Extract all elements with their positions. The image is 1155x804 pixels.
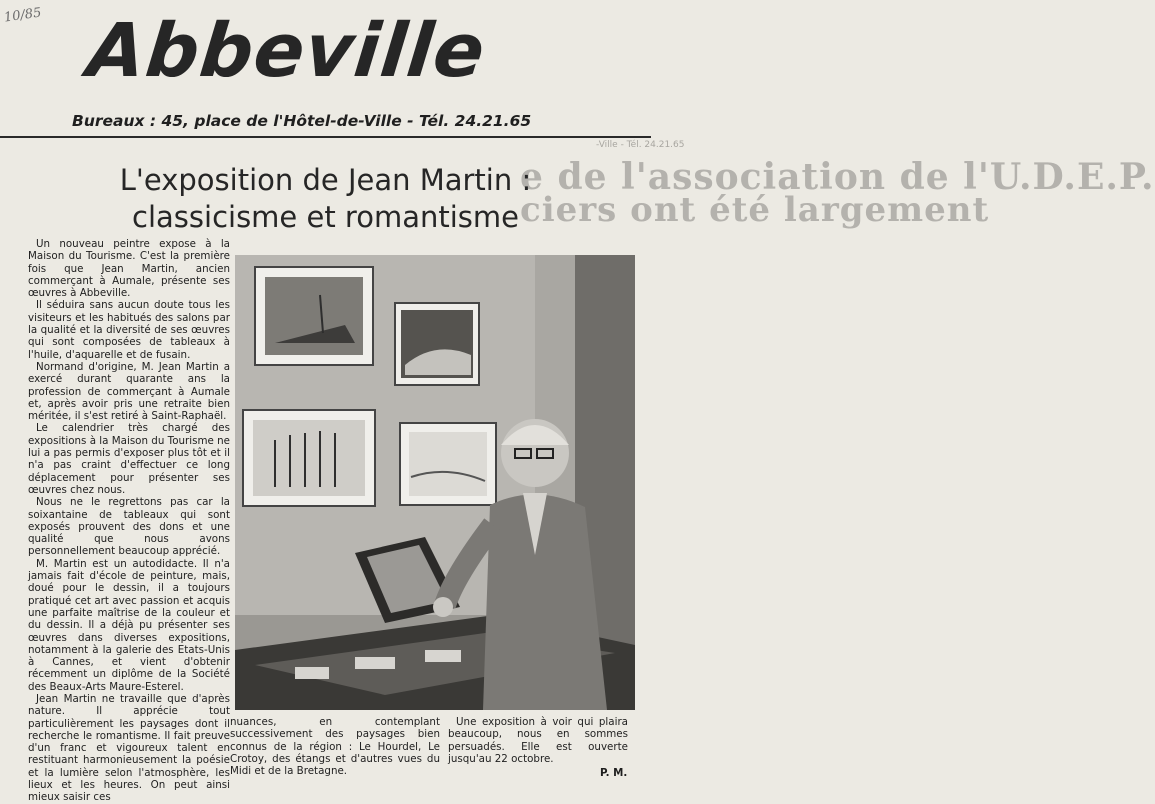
- article-paragraph: Jean Martin ne travaille que d'après nature. Il apprécie tout particulièrement les paysages dont il recherche le romantisme. Il fait preuve d'un franc et vigoureux talent en restituant harmonieusement la poésie et la lumière selon l'atmosphère, les lieux et les heures. On peut ainsi mieux saisir ces: [28, 692, 230, 804]
- article-paragraph: Normand d'origine, M. Jean Martin a exercé durant quarante ans la profession de commerçant à Aumale et, après avoir pris une retraite bien méritée, il s'est retiré à Saint-Raphaël.: [28, 360, 230, 423]
- painting-landscape: [395, 303, 479, 385]
- article-paragraph: Il séduira sans aucun doute tous les visiteurs et les habitués des salons par la qualité et la diversité de ses œuvres qui sont composées de tableaux à l'huile, d'aquarelle et de fusain.: [28, 299, 230, 361]
- author-signature: P. M.: [600, 767, 628, 779]
- article-paragraph: Le calendrier très chargé des expositions à la Maison du Tourisme ne lui a pas permis d'exposer plus tôt et il n'a pas craint d'effectuer ce long déplacement pour présenter ses œuvres chez nous.: [28, 422, 230, 496]
- adjacent-clipping-small-line: -Ville - Tél. 24.21.65: [596, 140, 685, 150]
- headline-line-1: L'exposition de Jean Martin :: [119, 163, 532, 197]
- headline-line-2: classicisme et romantisme: [132, 200, 519, 234]
- office-address: Bureaux : 45, place de l'Hôtel-de-Ville - Tél. 24.21.65: [72, 112, 532, 130]
- article-headline: [0, 162, 651, 236]
- article-paragraph: M. Martin est un autodidacte. Il n'a jamais fait d'école de peinture, mais, doué pour le dessin, il a toujours pratiqué cet art avec passion et acquis une parfaite maîtrise de la couleur et du dessin. Il a déjà pu présenter ses œuvres dans diverses expositions, notamment à la galerie des Etats-Unis à Cannes, et vient d'obtenir récemment un diplôme de la Société des Beaux-Arts Maure-Esterel.: [28, 557, 230, 693]
- article-body-column: [28, 238, 230, 804]
- handwritten-note: 10/85: [3, 5, 43, 26]
- article-paragraph: Un nouveau peintre expose à la Maison du Tourisme. C'est la première fois que Jean Martin, ancien commerçant à Aumale, présente ses œuvres à Abbeville.: [28, 238, 230, 300]
- article-paragraph: nuances, en contemplant successivement des paysages bien connus de la région : Le Hourdel, Le Crotoy, des étangs et d'autres vues du Midi et de la Bretagne.: [230, 716, 440, 778]
- painting-fence: [243, 410, 375, 506]
- article-paragraph: Nous ne le regrettons pas car la soixantaine de tableaux qui sont exposés prouvent des dons et une qualité que nous avons personnellement beaucoup apprécié.: [28, 496, 230, 558]
- exhibition-photo: [235, 255, 635, 710]
- article-continuation-middle: [230, 716, 440, 777]
- masthead-title: Abbeville: [83, 8, 490, 94]
- adjacent-headline-line-1: e de l'association de l'U.D.E.P.: [520, 156, 1155, 198]
- article-continuation-right: [448, 716, 628, 765]
- painting-seascape: [400, 423, 496, 505]
- article-paragraph: Une exposition à voir qui plaira beaucoup, nous en sommes persuadés. Elle est ouverte jusqu'au 22 octobre.: [448, 716, 628, 765]
- adjacent-headline-line-2: ciers ont été largement: [520, 190, 990, 230]
- exhibition-photo-illustration: [235, 255, 635, 710]
- masthead-rule: [0, 136, 651, 138]
- painting-boat: [255, 267, 373, 365]
